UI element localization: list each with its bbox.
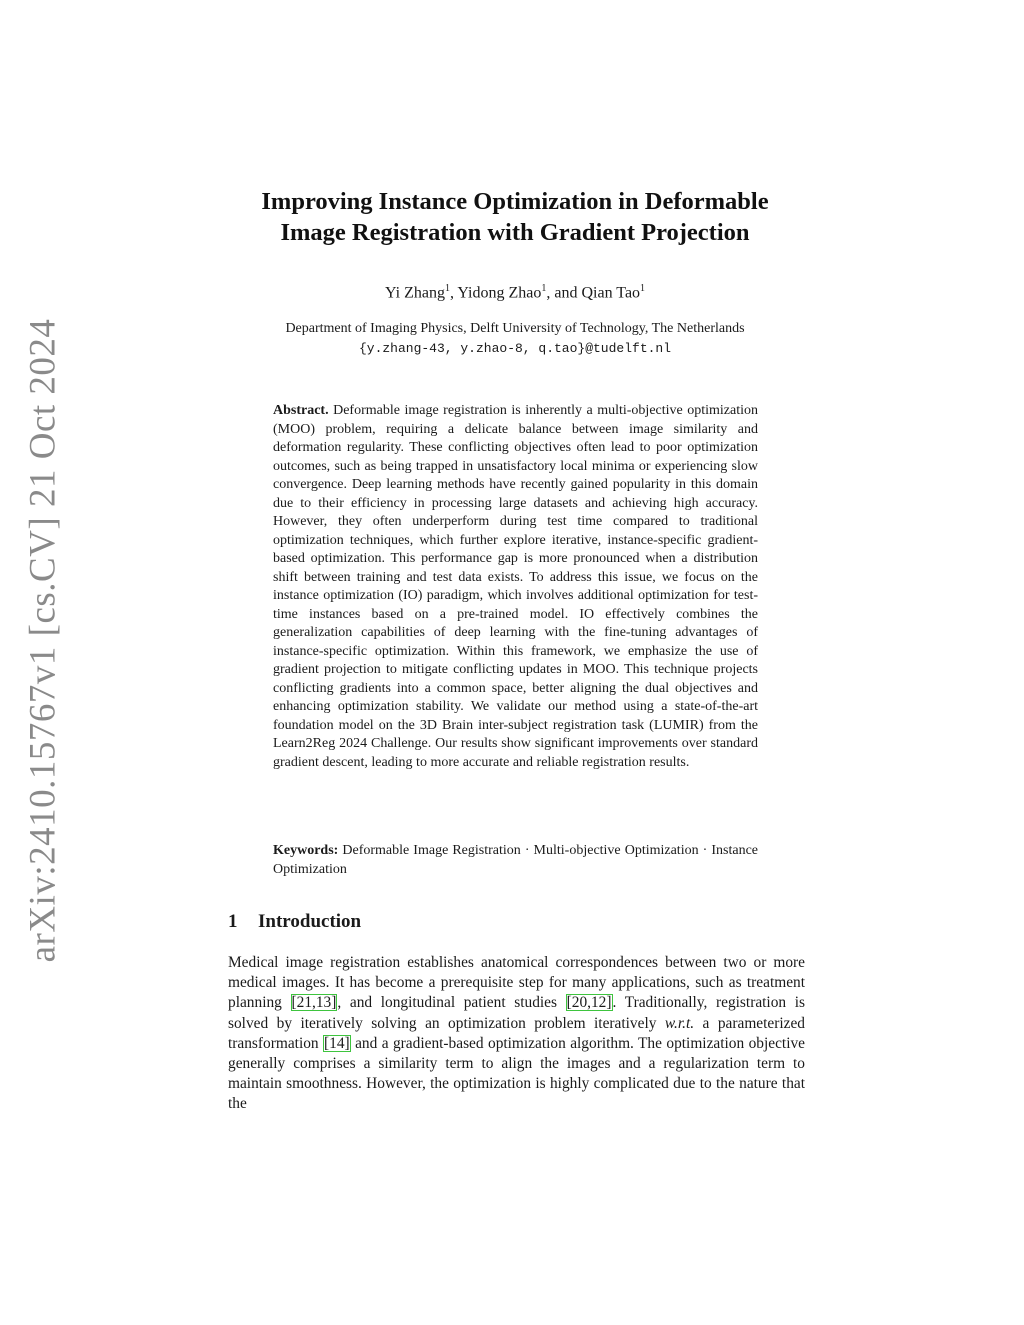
author-list: Yi Zhang$^1$, Yidong Zhao$^1$, and Qian Tao$^1$ (384, 283, 646, 302)
intro-text: , and longitudinal patient studies (337, 994, 566, 1012)
intro-text: and a gradient-based optimization algorithm. The optimization objective generally comprises a similarity term to align the images and a regularization term to maintain smoothness. However, the optimization is highly complicated due to the nature that the (228, 1034, 805, 1113)
citation-link[interactable]: [20,12] (566, 994, 612, 1012)
affiliation-block (200, 319, 830, 359)
keywords (273, 842, 758, 879)
introduction-paragraph (228, 953, 805, 1115)
title-line-1: Improving Instance Optimization in Deformable (261, 188, 769, 215)
intro-text: . Traditionally, registration is solved by iteratively solving an optimization problem iteratively (228, 994, 805, 1032)
abstract-label: Abstract. (273, 403, 329, 418)
author-name: Yidong Zhao (457, 284, 542, 302)
affiliation-mark: 1 (541, 283, 547, 294)
email-addresses: {y.zhang-43, y.zhao-8, q.tao}@tudelft.nl (358, 341, 672, 356)
section-number: 1 (228, 911, 238, 932)
intro-text: a parameterized transformation (228, 1014, 805, 1052)
arxiv-identifier-text: arXiv:2410.15767v1 [cs.CV] 21 Oct 2024 (22, 318, 64, 962)
keywords-label: Keywords: (273, 843, 339, 858)
intro-text-italic: w.r.t. (664, 1014, 695, 1032)
section-title: Introduction (258, 911, 362, 932)
paper-title (200, 186, 830, 248)
arxiv-identifier (18, 318, 68, 962)
intro-text: Medical image registration establishes anatomical correspondences between two or more medical images. It has become a prerequisite step for many applications, such as treatment planning (228, 954, 805, 1012)
affiliation-text: Department of Imaging Physics, Delft University of Technology, The Netherlands (285, 321, 745, 336)
abstract-text: Deformable image registration is inherently a multi-objective optimization (MOO) problem, requiring a delicate balance between image similarity and deformation regularity. These conflicting objectives often lead to poor optimization outcomes, such as being trapped in unsatisfactory local minima or experiencing slow convergence. Deep learning methods have recently gained popularity in this domain due to their efficiency in processing large datasets and achieving high accuracy. However, they often underperform during test time compared to traditional optimization techniques, which further explore iterative, instance-specific gradient-based optimization. This performance gap is more pronounced when a distribution shift between training and test data exists. To address this issue, we focus on the instance optimization (IO) paradigm, which involves additional optimization for test-time instances based on a pre-trained model. IO effectively combines the generalization capabilities of deep learning with the fine-tuning advantages of instance-specific optimization. Within this framework, we emphasize the use of gradient projection to mitigate conflicting updates in MOO. This technique projects conflicting gradients into a common space, better aligning the dual objectives and enhancing optimization stability. We validate our method using a state-of-the-art foundation model on the 3D Brain inter-subject registration task (LUMIR) from the Learn2Reg 2024 Challenge. Our results show significant improvements over standard gradient descent, leading to more accurate and reliable registration results. (273, 403, 758, 770)
affiliation-mark: 1 (640, 283, 646, 294)
keywords-text: Deformable Image Registration · Multi-objective Optimization · Instance Optimization (273, 843, 759, 877)
author-name: Qian Tao (581, 284, 641, 302)
title-line-2: Image Registration with Gradient Projection (280, 219, 750, 246)
author-name: Yi Zhang (384, 284, 445, 302)
citation-link[interactable]: [14] (324, 1034, 350, 1052)
affiliation-mark: 1 (444, 283, 450, 294)
abstract (273, 402, 758, 772)
section-heading (228, 911, 361, 933)
citation-link[interactable]: [21,13] (291, 994, 337, 1012)
